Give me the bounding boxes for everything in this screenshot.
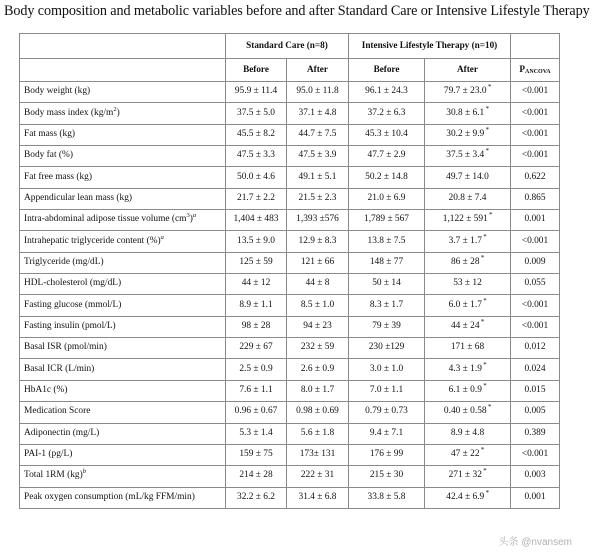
cell-p-value: 0.865 [511,188,560,209]
table-row [20,316,560,337]
header-ilt-after: After [425,59,511,82]
table-row [20,231,560,252]
table-row [20,82,560,103]
cell-sc-before: 13.5 ± 9.0 [226,231,287,252]
cell-p-value: <0.001 [511,316,560,337]
row-label-text: Medication Score [24,406,91,417]
significance-asterisk: * [480,318,485,327]
cell-p-value: <0.001 [511,124,560,145]
cell-p-value: 0.005 [511,402,560,423]
cell-ilt-before: 45.3 ± 10.4 [349,124,425,145]
cell-ilt-after [425,252,511,273]
cell-p-value: <0.001 [511,82,560,103]
significance-asterisk: * [485,125,489,134]
cell-sc-after: 121 ± 66 [287,252,349,273]
row-label-text: Body weight (kg) [24,86,91,97]
table-row [20,487,560,508]
row-label-footnote-mark: b [82,468,86,476]
row-label-text: HbA1c (%) [24,385,68,396]
cell-ilt-after-value: 79.7 ± 23.0 [443,86,487,97]
header-sc-after: After [287,59,349,82]
cell-ilt-before: 96.1 ± 24.3 [349,82,425,103]
cell-sc-after: 21.5 ± 2.3 [287,188,349,209]
row-label [20,402,226,423]
row-label-footnote-mark: a [160,233,164,241]
cell-ilt-after [425,146,511,167]
row-label-text: Fasting insulin (pmol/L) [24,321,116,332]
cell-ilt-after [425,402,511,423]
row-label [20,338,226,359]
cell-sc-before: 95.9 ± 11.4 [226,82,287,103]
cell-ilt-before: 21.0 ± 6.9 [349,188,425,209]
row-label-text: HDL-cholesterol (mg/dL) [24,278,122,289]
row-label-text: Appendicular lean mass (kg) [24,192,133,203]
row-label-end: ) [116,107,120,118]
table-row [20,124,560,145]
cell-ilt-before: 50 ± 14 [349,274,425,295]
cell-p-value: <0.001 [511,444,560,465]
row-label-text: PAI-1 (pg/L) [24,449,73,460]
cell-ilt-after-value: 3.7 ± 1.7 [448,235,482,246]
row-label [20,124,226,145]
significance-asterisk: * [485,147,489,156]
cell-ilt-before: 215 ± 30 [349,466,425,487]
table-row [20,295,560,316]
significance-asterisk: * [482,467,487,476]
cell-sc-after: 44.7 ± 7.5 [287,124,349,145]
cell-ilt-after-value: 44 ± 24 [450,321,480,332]
cell-ilt-before: 13.8 ± 7.5 [349,231,425,252]
cell-ilt-before: 176 ± 99 [349,444,425,465]
cell-sc-after: 5.6 ± 1.8 [287,423,349,444]
cell-ilt-before: 9.4 ± 7.1 [349,423,425,444]
row-label-text: Fasting glucose (mmol/L) [24,299,122,310]
significance-asterisk: * [482,296,487,305]
row-label-footnote-mark: a [192,212,197,220]
cell-p-value: 0.622 [511,167,560,188]
significance-asterisk: * [487,403,492,412]
row-label-text: Basal ICR (L/min) [24,363,95,374]
cell-ilt-after [425,338,511,359]
cell-ilt-before: 1,789 ± 567 [349,210,425,231]
cell-ilt-before: 7.0 ± 1.1 [349,380,425,401]
table-row [20,359,560,380]
header-blank-cell [20,34,226,59]
cell-sc-before: 229 ± 67 [226,338,287,359]
table-row [20,274,560,295]
cell-p-value: 0.003 [511,466,560,487]
cell-p-value: 0.009 [511,252,560,273]
cell-sc-before: 2.5 ± 0.9 [226,359,287,380]
cell-ilt-before: 79 ± 39 [349,316,425,337]
table-row [20,167,560,188]
cell-ilt-after [425,274,511,295]
significance-asterisk: * [487,83,492,92]
cell-p-value: <0.001 [511,295,560,316]
cell-sc-after: 222 ± 31 [287,466,349,487]
significance-asterisk: * [480,253,485,262]
cell-ilt-after [425,124,511,145]
cell-sc-after: 44 ± 8 [287,274,349,295]
cell-sc-before: 125 ± 59 [226,252,287,273]
table-row [20,188,560,209]
cell-ilt-after [425,444,511,465]
cell-p-value: <0.001 [511,231,560,252]
cell-ilt-before: 230 ±129 [349,338,425,359]
cell-ilt-after-value: 49.7 ± 14.0 [446,171,489,182]
cell-ilt-after [425,487,511,508]
row-label-text: Peak oxygen consumption (mL/kg FFM/min) [24,491,195,502]
row-label [20,359,226,380]
table-row [20,444,560,465]
header-p-ancova [511,59,560,82]
cell-ilt-after-value: 271 ± 32 [448,470,482,481]
cell-ilt-after-value: 47 ± 22 [450,449,480,460]
cell-p-value: 0.001 [511,487,560,508]
row-label-text: Fat mass (kg) [24,128,76,139]
significance-asterisk: * [480,446,485,455]
row-label [20,316,226,337]
significance-asterisk: * [482,382,487,391]
row-label-text: Body mass index (kg/m [24,107,114,118]
cell-sc-after: 94 ± 23 [287,316,349,337]
cell-sc-before: 214 ± 28 [226,466,287,487]
cell-sc-before: 98 ± 28 [226,316,287,337]
cell-ilt-before: 0.79 ± 0.73 [349,402,425,423]
cell-sc-before: 45.5 ± 8.2 [226,124,287,145]
row-label [20,487,226,508]
cell-ilt-before: 37.2 ± 6.3 [349,103,425,124]
cell-sc-before: 50.0 ± 4.6 [226,167,287,188]
row-label [20,231,226,252]
cell-ilt-before: 33.8 ± 5.8 [349,487,425,508]
cell-ilt-after [425,423,511,444]
table-row [20,423,560,444]
table-row [20,380,560,401]
cell-ilt-after [425,231,511,252]
cell-ilt-after-value: 53 ± 12 [453,278,482,289]
cell-ilt-after [425,380,511,401]
row-label [20,274,226,295]
row-label [20,444,226,465]
row-label [20,167,226,188]
cell-p-value: <0.001 [511,103,560,124]
significance-asterisk: * [482,232,487,241]
cell-sc-before: 1,404 ± 483 [226,210,287,231]
cell-sc-after: 173± 131 [287,444,349,465]
cell-ilt-after [425,210,511,231]
row-label-text: Triglyceride (mg/dL) [24,256,104,267]
cell-ilt-after [425,466,511,487]
watermark: 头条 @nvansem [498,537,572,548]
cell-sc-before: 5.3 ± 1.4 [226,423,287,444]
table-row [20,252,560,273]
cell-sc-after: 47.5 ± 3.9 [287,146,349,167]
cell-sc-before: 0.96 ± 0.67 [226,402,287,423]
cell-ilt-after-value: 37.5 ± 3.4 [446,150,485,161]
cell-ilt-before: 50.2 ± 14.8 [349,167,425,188]
row-label-end: ) [189,214,193,225]
cell-sc-after: 2.6 ± 0.9 [287,359,349,380]
cell-ilt-after [425,188,511,209]
cell-p-value: 0.015 [511,380,560,401]
table-row [20,338,560,359]
row-label-text: Total 1RM (kg) [24,470,83,481]
row-label-exponent: 2 [113,105,117,113]
table-row [20,466,560,487]
cell-ilt-after-value: 0.40 ± 0.58 [443,406,487,417]
row-label-text: Basal ISR (pmol/min) [24,342,107,353]
cell-sc-after: 232 ± 59 [287,338,349,359]
table-row [20,146,560,167]
row-label [20,82,226,103]
cell-ilt-before: 148 ± 77 [349,252,425,273]
cell-sc-before: 37.5 ± 5.0 [226,103,287,124]
cell-ilt-after [425,82,511,103]
cell-ilt-after [425,167,511,188]
cell-sc-after: 31.4 ± 6.8 [287,487,349,508]
row-label-text: Adiponectin (mg/L) [24,427,100,438]
table-row [20,103,560,124]
significance-asterisk: * [485,488,489,497]
header-standard-care: Standard Care (n=8) [226,34,349,59]
row-label [20,295,226,316]
cell-ilt-after-value: 1,122 ± 591 [442,214,488,225]
row-label [20,210,226,231]
cell-sc-before: 47.5 ± 3.3 [226,146,287,167]
table-row [20,210,560,231]
row-label-text: Body fat (%) [24,150,73,161]
row-label [20,188,226,209]
row-label [20,103,226,124]
row-label-exponent: 3 [186,212,190,220]
cell-ilt-before: 8.3 ± 1.7 [349,295,425,316]
cell-ilt-after [425,103,511,124]
row-label [20,466,226,487]
cell-ilt-after [425,316,511,337]
header-row-groups [20,34,560,59]
header-ilt-before: Before [349,59,425,82]
header-blank-cell [511,34,560,59]
cell-p-value: 0.055 [511,274,560,295]
significance-asterisk: * [482,360,487,369]
cell-ilt-after-value: 30.2 ± 9.9 [446,128,485,139]
cell-sc-after: 0.98 ± 0.69 [287,402,349,423]
cell-ilt-after-value: 4.3 ± 1.9 [448,363,482,374]
cell-ilt-after-value: 20.8 ± 7.4 [448,192,487,203]
cell-ilt-after-value: 171 ± 68 [450,342,485,353]
row-label-text: Intra-abdominal adipose tissue volume (cm [24,214,187,225]
cell-ilt-after [425,295,511,316]
cell-sc-before: 159 ± 75 [226,444,287,465]
cell-p-value: 0.024 [511,359,560,380]
cell-sc-before: 8.9 ± 1.1 [226,295,287,316]
significance-asterisk: * [488,211,493,220]
row-label [20,380,226,401]
row-label [20,146,226,167]
cell-ilt-after-value: 86 ± 28 [450,256,480,267]
header-p-main: P [519,63,526,74]
header-sc-before: Before [226,59,287,82]
cell-sc-after: 8.5 ± 1.0 [287,295,349,316]
row-label [20,252,226,273]
header-blank-cell [20,59,226,82]
cell-sc-before: 21.7 ± 2.2 [226,188,287,209]
row-label-text: Intrahepatic triglyceride content (%) [24,235,161,246]
cell-ilt-after-value: 6.1 ± 0.9 [448,385,482,396]
significance-asterisk: * [485,104,489,113]
cell-sc-after: 37.1 ± 4.8 [287,103,349,124]
cell-ilt-before: 47.7 ± 2.9 [349,146,425,167]
header-intensive-therapy: Intensive Lifestyle Therapy (n=10) [349,34,511,59]
cell-sc-after: 49.1 ± 5.1 [287,167,349,188]
header-p-sub: ANCOVA [525,68,551,75]
cell-sc-before: 7.6 ± 1.1 [226,380,287,401]
row-label-text: Fat free mass (kg) [24,171,92,182]
cell-sc-after: 95.0 ± 11.8 [287,82,349,103]
cell-p-value: 0.001 [511,210,560,231]
cell-ilt-before: 3.0 ± 1.0 [349,359,425,380]
cell-sc-before: 32.2 ± 6.2 [226,487,287,508]
cell-p-value: 0.389 [511,423,560,444]
cell-ilt-after-value: 6.0 ± 1.7 [448,299,482,310]
cell-p-value: 0.012 [511,338,560,359]
cell-ilt-after-value: 30.8 ± 6.1 [446,107,485,118]
cell-sc-after: 1,393 ±576 [287,210,349,231]
row-label [20,423,226,444]
cell-ilt-after-value: 42.4 ± 6.9 [446,491,485,502]
header-row-timepoints [20,59,560,82]
cell-p-value: <0.001 [511,146,560,167]
data-table [19,33,560,509]
cell-sc-after: 12.9 ± 8.3 [287,231,349,252]
table-row [20,402,560,423]
cell-sc-after: 8.0 ± 1.7 [287,380,349,401]
cell-ilt-after [425,359,511,380]
cell-sc-before: 44 ± 12 [226,274,287,295]
table-title: Body composition and metabolic variables before and after Standard Care or Intensive Lifestyle Therapy [4,3,590,19]
cell-ilt-after-value: 8.9 ± 4.8 [450,427,485,438]
